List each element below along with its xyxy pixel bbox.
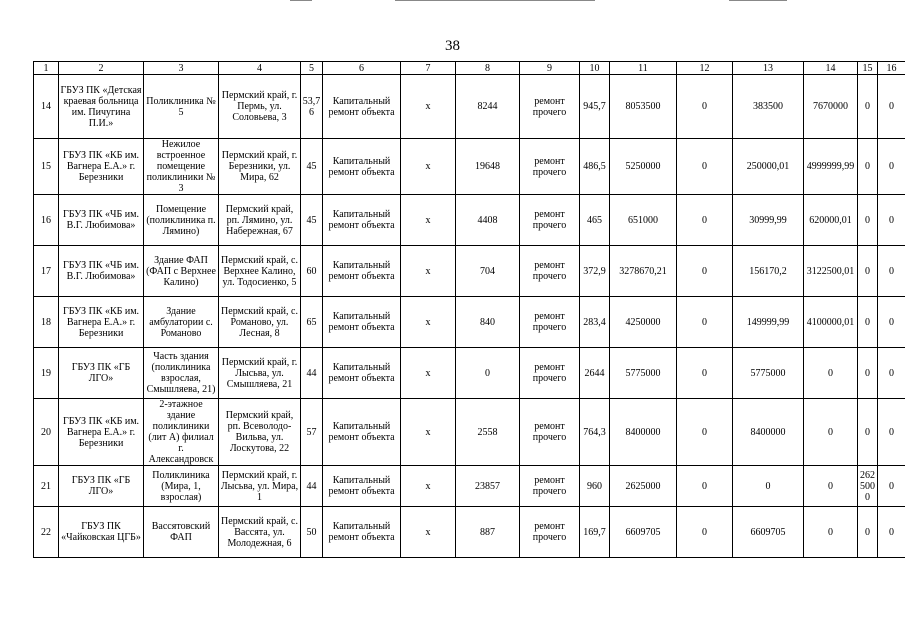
top-rule-3 [729,0,787,1]
area: 283,4 [580,297,610,348]
work-category: ремонт прочего [520,75,580,139]
area: 2644 [580,348,610,399]
table-row [34,297,905,348]
address: Пермский край, г. Лысьва, ул. Мира, 1 [219,466,301,507]
cell-12: 0 [677,246,733,297]
address: Пермский край, с. Верхнее Калино, ул. Тодосиенко, 5 [219,246,301,297]
row-number: 18 [34,297,59,348]
cell-15: 0 [858,507,878,558]
cell-8: 704 [456,246,520,297]
address: Пермский край, с. Романово, ул. Лесная, 8 [219,297,301,348]
cell-15: 2625000 [858,466,878,507]
object-name: Вассятовский ФАП [144,507,219,558]
cell-5: 45 [301,195,323,246]
table-row [34,348,905,399]
cost-col-14: 620000,01 [804,195,858,246]
work-category: ремонт прочего [520,399,580,466]
row-number: 15 [34,139,59,195]
work-type: Капитальный ремонт объекта [323,466,401,507]
cost-col-13: 156170,2 [733,246,804,297]
cell-12: 0 [677,507,733,558]
institution: ГБУЗ ПК «КБ им. Вагнера Е.А.» г. Березники [59,297,144,348]
cell-16: 0 [878,297,905,348]
address: Пермский край, с. Вассята, ул. Молодежная, 6 [219,507,301,558]
col-header: 13 [733,62,804,75]
object-name: Поликлиника № 5 [144,75,219,139]
cell-12: 0 [677,297,733,348]
cell-5: 65 [301,297,323,348]
total-cost: 5250000 [610,139,677,195]
cell-15: 0 [858,75,878,139]
cell-5: 44 [301,466,323,507]
cell-7: х [401,297,456,348]
object-name: 2-этажное здание поликлиники (лит А) филиал г. Александровск [144,399,219,466]
col-header: 5 [301,62,323,75]
institution: ГБУЗ ПК «ЧБ им. В.Г. Любимова» [59,246,144,297]
cost-col-13: 149999,99 [733,297,804,348]
cell-8: 887 [456,507,520,558]
work-category: ремонт прочего [520,195,580,246]
table-row [34,195,905,246]
cell-8: 8244 [456,75,520,139]
work-type: Капитальный ремонт объекта [323,507,401,558]
cost-col-14: 4100000,01 [804,297,858,348]
cell-12: 0 [677,139,733,195]
page-number: 38 [445,38,460,54]
cell-16: 0 [878,466,905,507]
work-type: Капитальный ремонт объекта [323,195,401,246]
area: 169,7 [580,507,610,558]
col-header: 14 [804,62,858,75]
work-category: ремонт прочего [520,348,580,399]
area: 486,5 [580,139,610,195]
table-row [34,75,905,139]
row-number: 16 [34,195,59,246]
address: Пермский край, г. Пермь, ул. Соловьева, 3 [219,75,301,139]
work-type: Капитальный ремонт объекта [323,75,401,139]
institution: ГБУЗ ПК «КБ им. Вагнера Е.А.» г. Березники [59,399,144,466]
cell-15: 0 [858,246,878,297]
table-row [34,246,905,297]
cell-12: 0 [677,195,733,246]
cell-8: 23857 [456,466,520,507]
object-name: Здание ФАП (ФАП с Верхнее Калино) [144,246,219,297]
data-table [33,61,905,558]
cell-7: х [401,507,456,558]
cell-5: 60 [301,246,323,297]
address: Пермский край, рп. Всеволодо-Вильва, ул. Лоскутова, 22 [219,399,301,466]
address: Пермский край, г. Березники, ул. Мира, 62 [219,139,301,195]
cost-col-14: 0 [804,466,858,507]
cost-col-14: 3122500,01 [804,246,858,297]
cost-col-13: 383500 [733,75,804,139]
cost-col-14: 0 [804,399,858,466]
col-header: 3 [144,62,219,75]
total-cost: 6609705 [610,507,677,558]
cost-col-13: 30999,99 [733,195,804,246]
col-header: 7 [401,62,456,75]
institution: ГБУЗ ПК «ГБ ЛГО» [59,348,144,399]
cell-16: 0 [878,399,905,466]
col-header: 8 [456,62,520,75]
work-type: Капитальный ремонт объекта [323,139,401,195]
total-cost: 3278670,21 [610,246,677,297]
col-header: 12 [677,62,733,75]
row-number: 21 [34,466,59,507]
col-header: 10 [580,62,610,75]
cell-16: 0 [878,195,905,246]
address: Пермский край, г. Лысьва, ул. Смышляева, 21 [219,348,301,399]
object-name: Нежилое встроенное помещение поликлиники № 3 [144,139,219,195]
col-header: 4 [219,62,301,75]
table-row [34,399,905,466]
total-cost: 8053500 [610,75,677,139]
row-number: 17 [34,246,59,297]
cell-15: 0 [858,297,878,348]
work-type: Капитальный ремонт объекта [323,297,401,348]
table-row [34,507,905,558]
work-category: ремонт прочего [520,246,580,297]
total-cost: 651000 [610,195,677,246]
cell-12: 0 [677,75,733,139]
top-rule-1 [290,0,312,1]
area: 945,7 [580,75,610,139]
address: Пермский край, рп. Лямино, ул. Набережная, 67 [219,195,301,246]
cost-col-14: 0 [804,348,858,399]
cell-16: 0 [878,139,905,195]
institution: ГБУЗ ПК «ЧБ им. В.Г. Любимова» [59,195,144,246]
col-header: 9 [520,62,580,75]
total-cost: 8400000 [610,399,677,466]
header-row [34,62,905,75]
institution: ГБУЗ ПК «Чайковская ЦГБ» [59,507,144,558]
cell-16: 0 [878,348,905,399]
work-type: Капитальный ремонт объекта [323,399,401,466]
cell-7: х [401,246,456,297]
cell-15: 0 [858,139,878,195]
col-header: 2 [59,62,144,75]
cell-8: 840 [456,297,520,348]
cost-col-13: 6609705 [733,507,804,558]
work-type: Капитальный ремонт объекта [323,348,401,399]
area: 372,9 [580,246,610,297]
object-name: Поликлиника (Мира, 1, взрослая) [144,466,219,507]
total-cost: 4250000 [610,297,677,348]
cell-16: 0 [878,507,905,558]
cost-col-14: 7670000 [804,75,858,139]
work-category: ремонт прочего [520,297,580,348]
col-header: 15 [858,62,878,75]
top-rule-2 [395,0,595,1]
cell-7: х [401,139,456,195]
work-category: ремонт прочего [520,507,580,558]
cell-12: 0 [677,399,733,466]
cell-15: 0 [858,348,878,399]
col-header: 1 [34,62,59,75]
object-name: Помещение (поликлиника п. Лямино) [144,195,219,246]
row-number: 22 [34,507,59,558]
table-row [34,139,905,195]
cell-5: 57 [301,399,323,466]
cell-12: 0 [677,466,733,507]
cell-7: х [401,399,456,466]
cost-col-14: 0 [804,507,858,558]
cost-col-14: 4999999,99 [804,139,858,195]
cost-col-13: 0 [733,466,804,507]
work-category: ремонт прочего [520,466,580,507]
col-header: 16 [878,62,905,75]
area: 960 [580,466,610,507]
cost-col-13: 8400000 [733,399,804,466]
cell-15: 0 [858,399,878,466]
row-number: 20 [34,399,59,466]
col-header: 6 [323,62,401,75]
object-name: Часть здания (поликлиника взрослая, Смышляева, 21) [144,348,219,399]
cell-5: 50 [301,507,323,558]
cell-16: 0 [878,246,905,297]
cell-7: х [401,195,456,246]
object-name: Здание амбулатории с. Романово [144,297,219,348]
cell-5: 53,76 [301,75,323,139]
row-number: 19 [34,348,59,399]
total-cost: 5775000 [610,348,677,399]
cost-col-13: 5775000 [733,348,804,399]
cell-8: 4408 [456,195,520,246]
cell-7: х [401,466,456,507]
cell-8: 0 [456,348,520,399]
cell-15: 0 [858,195,878,246]
cell-5: 45 [301,139,323,195]
cell-12: 0 [677,348,733,399]
area: 465 [580,195,610,246]
area: 764,3 [580,399,610,466]
total-cost: 2625000 [610,466,677,507]
cell-7: х [401,75,456,139]
cell-16: 0 [878,75,905,139]
institution: ГБУЗ ПК «Детская краевая больница им. Пичугина П.И.» [59,75,144,139]
row-number: 14 [34,75,59,139]
institution: ГБУЗ ПК «ГБ ЛГО» [59,466,144,507]
cost-col-13: 250000,01 [733,139,804,195]
col-header: 11 [610,62,677,75]
cell-5: 44 [301,348,323,399]
cell-7: х [401,348,456,399]
table-row [34,466,905,507]
institution: ГБУЗ ПК «КБ им. Вагнера Е.А.» г. Березники [59,139,144,195]
work-category: ремонт прочего [520,139,580,195]
work-type: Капитальный ремонт объекта [323,246,401,297]
cell-8: 19648 [456,139,520,195]
cell-8: 2558 [456,399,520,466]
